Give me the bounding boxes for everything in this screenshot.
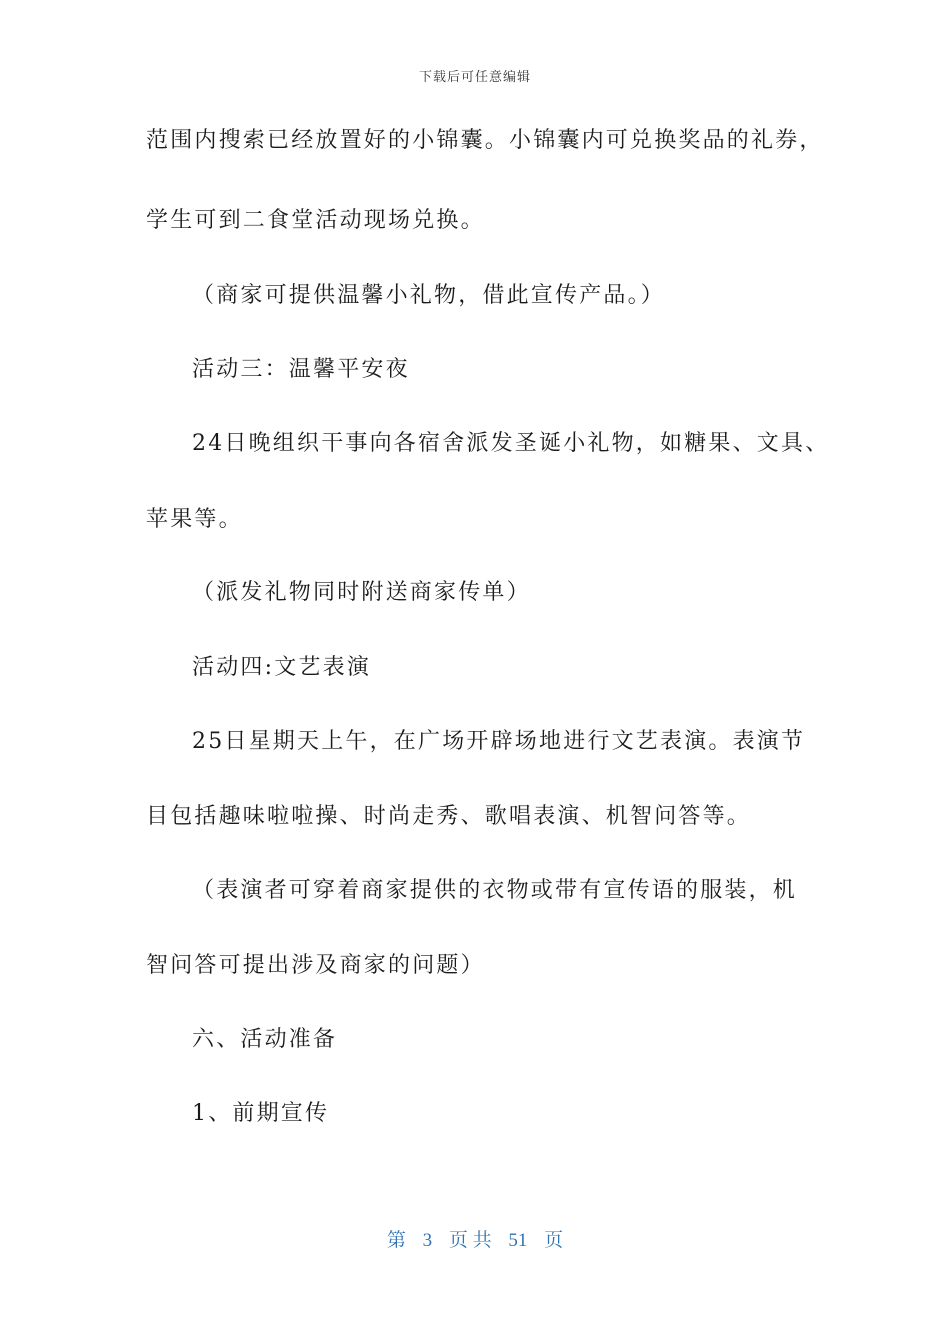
footer-prefix: 第 [386, 1230, 406, 1251]
current-page-number: 3 [422, 1230, 433, 1251]
total-page-number: 51 [508, 1230, 528, 1251]
body-line-10: 目包括趣味啦啦操、时尚走秀、歌唱表演、机智问答等。 [146, 804, 752, 829]
body-line-9: 25日星期天上午，在广场开辟场地进行文艺表演。表演节 [192, 729, 806, 754]
body-line-5: 24日晚组织干事向各宿舍派发圣诞小礼物，如糖果、文具、 [192, 431, 830, 456]
body-line-1: 范围内搜索已经放置好的小锦囊。小锦囊内可兑换奖品的礼券， [146, 128, 824, 153]
subsection-heading-promotion: 1、前期宣传 [192, 1101, 330, 1126]
body-line-6: 苹果等。 [146, 507, 243, 532]
section-heading-activity-3: 活动三：温馨平安夜 [192, 357, 410, 382]
section-heading-preparation: 六、活动准备 [192, 1027, 338, 1052]
body-line-11: （表演者可穿着商家提供的衣物或带有宣传语的服装，机 [192, 878, 798, 903]
body-line-3: （商家可提供温馨小礼物，借此宣传产品。） [192, 283, 666, 308]
body-line-12: 智问答可提出涉及商家的问题） [146, 953, 485, 978]
page-footer [0, 1225, 950, 1252]
page-header: 下载后可任意编辑 [418, 70, 531, 85]
footer-middle: 页 共 [448, 1230, 492, 1251]
body-line-2: 学生可到二食堂活动现场兑换。 [146, 208, 485, 233]
section-heading-activity-4: 活动四:文艺表演 [192, 655, 372, 680]
footer-suffix: 页 [544, 1230, 564, 1251]
body-line-7: （派发礼物同时附送商家传单） [192, 580, 531, 605]
